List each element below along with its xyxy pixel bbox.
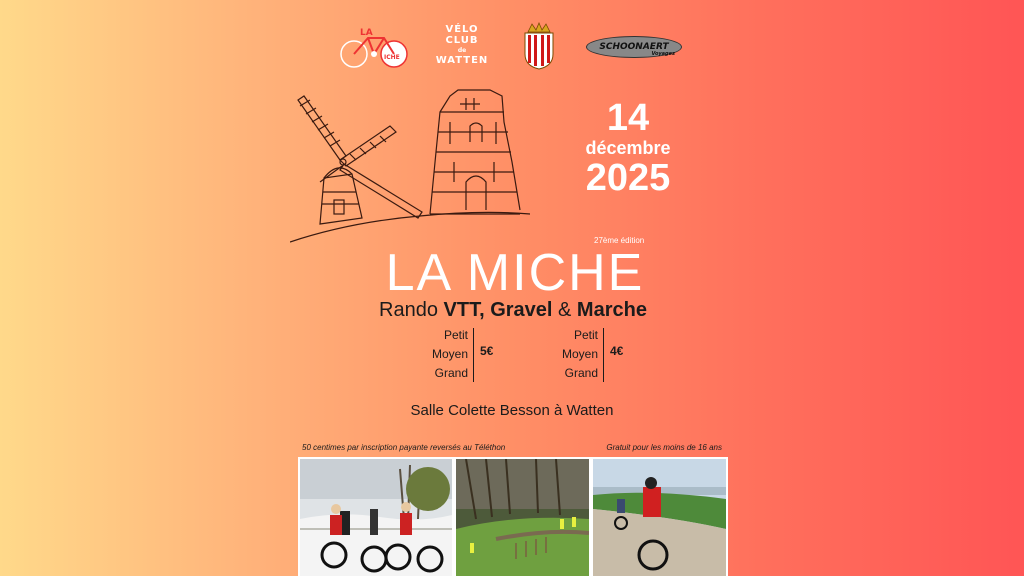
- la-miche-logo-top: LA: [360, 28, 373, 38]
- event-title: LA MICHE: [385, 244, 645, 302]
- photo-gravel-rider: [593, 459, 726, 576]
- schoonaert-sub: Voyages: [651, 51, 675, 57]
- photo-cyclists-snow: [300, 459, 452, 576]
- photo-walkers-field: [456, 459, 589, 576]
- price-1-grand: Grand: [434, 366, 468, 380]
- schoonaert-logo: [586, 36, 682, 58]
- price-1-moyen: Moyen: [431, 347, 468, 361]
- subtitle-amp: &: [552, 299, 577, 321]
- price-2-petit: Petit: [573, 328, 598, 342]
- la-miche-logo: [338, 24, 410, 70]
- windmill-tower-illustration: [290, 82, 530, 247]
- price-1-petit: Petit: [443, 328, 468, 342]
- price-1-labels: [432, 326, 468, 383]
- venue-text: Salle Colette Besson à Watten: [410, 402, 614, 419]
- velo-club-logo: [432, 24, 492, 72]
- event-year: 2025: [585, 157, 671, 199]
- event-date: [572, 98, 684, 198]
- watten-coat-of-arms-icon: [522, 22, 556, 70]
- event-day: 14: [606, 97, 650, 139]
- price-2-divider: [603, 328, 604, 382]
- edition-label: 27ème édition: [594, 236, 645, 245]
- price-block-2: [528, 326, 638, 382]
- price-2-value: 4€: [610, 344, 624, 358]
- velo-club-line3: WATTEN: [435, 55, 489, 66]
- price-block-1: [398, 326, 508, 382]
- subtitle-vtt-gravel: VTT, Gravel: [443, 299, 553, 321]
- telethon-note: 50 centimes par inscription payante reversés au Téléthon: [302, 443, 506, 452]
- event-subtitle: [368, 298, 658, 322]
- la-miche-logo-bottom: ICHE: [384, 54, 400, 61]
- price-2-labels: [562, 326, 598, 383]
- photo-strip: [298, 457, 728, 576]
- subtitle-marche: Marche: [576, 299, 647, 321]
- price-2-grand: Grand: [564, 366, 598, 380]
- velo-club-line1: VÉLO CLUB: [445, 24, 479, 46]
- price-1-divider: [473, 328, 474, 382]
- schoonaert-name: SCHOONAERT: [599, 42, 669, 52]
- event-month: décembre: [585, 138, 671, 158]
- subtitle-prefix: Rando: [379, 299, 444, 321]
- price-1-value: 5€: [480, 344, 494, 358]
- price-2-moyen: Moyen: [561, 347, 598, 361]
- free-under-16-note: Gratuit pour les moins de 16 ans: [606, 443, 722, 452]
- velo-club-line2: de: [457, 47, 467, 54]
